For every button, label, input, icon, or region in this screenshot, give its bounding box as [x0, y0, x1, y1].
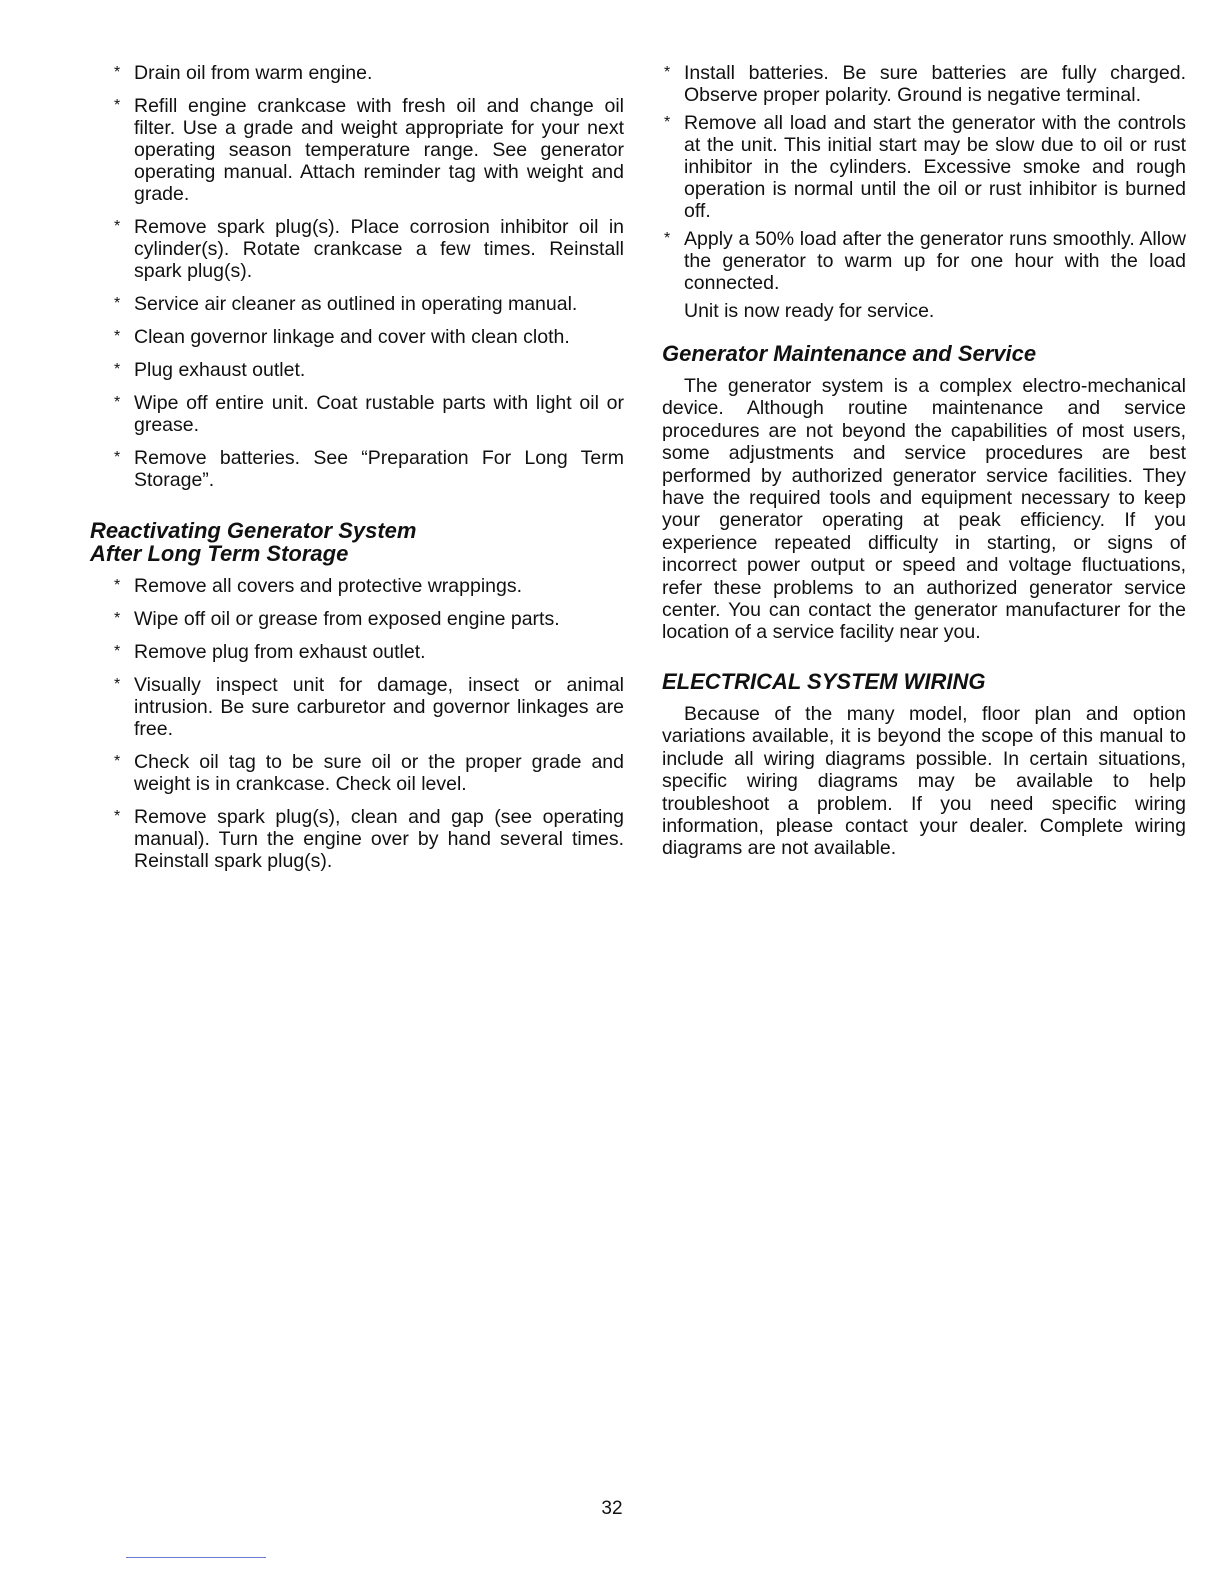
list-item [112, 216, 624, 282]
bullet-marker: * [114, 97, 121, 114]
scan-edge-line [126, 1557, 266, 1558]
left-column [90, 62, 624, 883]
bullet-marker: * [114, 676, 121, 693]
list-item-text: Remove plug from exhaust outlet. [134, 641, 426, 663]
list-item-text: Service air cleaner as outlined in operating manual. [134, 293, 578, 315]
list-item-text: Wipe off oil or grease from exposed engine parts. [134, 608, 560, 630]
list-item [662, 112, 1186, 222]
maintenance-paragraph: The generator system is a complex electro-mechanical device. Although routine maintenance and service procedures are not beyond the capabilities of most users, some adjustments and service procedures are best performed by authorized generator service facilities. They have the required tools and equipment necessary to keep your generator operating at peak efficiency. If you experience repeated difficulty in starting, or signs of incorrect power output or speed and voltage fluctuations, refer these problems to an authorized generator service center. You can contact the generator manufacturer for the location of a service facility near you. [662, 375, 1186, 644]
reactivating-steps-list [112, 575, 624, 872]
bullet-marker: * [114, 361, 121, 378]
maintenance-heading: Generator Maintenance and Service [662, 341, 1037, 366]
bullet-marker: * [664, 114, 671, 131]
list-item [112, 575, 624, 597]
bullet-marker: * [114, 449, 121, 466]
list-item [112, 674, 624, 740]
list-item [112, 806, 624, 872]
bullet-marker: * [114, 808, 121, 825]
list-item-text: Wipe off entire unit. Coat rustable parts with light oil or grease. [134, 392, 624, 436]
list-item-text: Remove spark plug(s), clean and gap (see operating manual). Turn the engine over by hand several times. Reinstall spark plug(s). [134, 806, 624, 872]
bullet-marker: * [114, 394, 121, 411]
list-item [112, 95, 624, 205]
bullet-marker: * [664, 64, 671, 81]
list-item [112, 62, 624, 84]
storage-steps-list [112, 62, 624, 491]
bullet-marker: * [114, 295, 121, 312]
list-item [662, 62, 1186, 106]
list-item-text: Check oil tag to be sure oil or the proper grade and weight is in crankcase. Check oil level. [134, 751, 624, 795]
list-item-text: Remove spark plug(s). Place corrosion inhibitor oil in cylinder(s). Rotate crankcase a few times. Reinstall spark plug(s). [134, 216, 624, 282]
list-item-text: Remove all covers and protective wrappings. [134, 575, 523, 597]
wiring-heading: ELECTRICAL SYSTEM WIRING [662, 668, 986, 694]
ready-for-service-text: Unit is now ready for service. [684, 300, 935, 322]
list-item [112, 392, 624, 436]
reactivating-heading-line1: Reactivating Generator System [90, 518, 417, 543]
list-item-text: Drain oil from warm engine. [134, 62, 373, 84]
reactivating-steps-continued-list [662, 62, 1186, 294]
list-item-text: Visually inspect unit for damage, insect or animal intrusion. Be sure carburetor and governor linkages are free. [134, 674, 624, 740]
list-item [112, 293, 624, 315]
reactivating-heading [90, 519, 624, 565]
right-column [662, 62, 1186, 860]
list-item [112, 326, 624, 348]
list-item [112, 447, 624, 491]
bullet-marker: * [114, 218, 121, 235]
list-item [112, 608, 624, 630]
list-item-text: Remove all load and start the generator with the controls at the unit. This initial start may be slow due to oil or rust inhibitor in the cylinders. Excessive smoke and rough operation is normal until the oil or rust inhibitor is burned off. [684, 112, 1186, 222]
list-item [112, 359, 624, 381]
bullet-marker: * [114, 753, 121, 770]
bullet-marker: * [664, 230, 671, 247]
list-item-text: Plug exhaust outlet. [134, 359, 306, 381]
bullet-marker: * [114, 577, 121, 594]
reactivating-heading-line2: After Long Term Storage [90, 541, 349, 566]
bullet-marker: * [114, 610, 121, 627]
list-item [662, 228, 1186, 294]
list-item-text: Apply a 50% load after the generator runs smoothly. Allow the generator to warm up for one hour with the load connected. [684, 228, 1186, 294]
list-item-text: Refill engine crankcase with fresh oil and change oil filter. Use a grade and weight appropriate for your next operating season temperature range. See generator operating manual. Attach reminder tag with weight and grade. [134, 95, 624, 205]
bullet-marker: * [114, 643, 121, 660]
wiring-paragraph: Because of the many model, floor plan and option variations available, it is beyond the scope of this manual to include all wiring diagrams possible. In certain situations, specific wiring diagrams may be available to help troubleshoot a problem. If you need specific wiring information, please contact your dealer. Complete wiring diagrams are not available. [662, 702, 1186, 860]
bullet-marker: * [114, 328, 121, 345]
bullet-marker: * [114, 64, 121, 81]
list-item [112, 641, 624, 663]
list-item-text: Install batteries. Be sure batteries are fully charged. Observe proper polarity. Ground is negative terminal. [684, 62, 1186, 106]
list-item-text: Remove batteries. See “Preparation For Long Term Storage”. [134, 447, 624, 491]
list-item [112, 751, 624, 795]
page-number: 32 [601, 1498, 623, 1519]
list-item-text: Clean governor linkage and cover with clean cloth. [134, 326, 570, 348]
